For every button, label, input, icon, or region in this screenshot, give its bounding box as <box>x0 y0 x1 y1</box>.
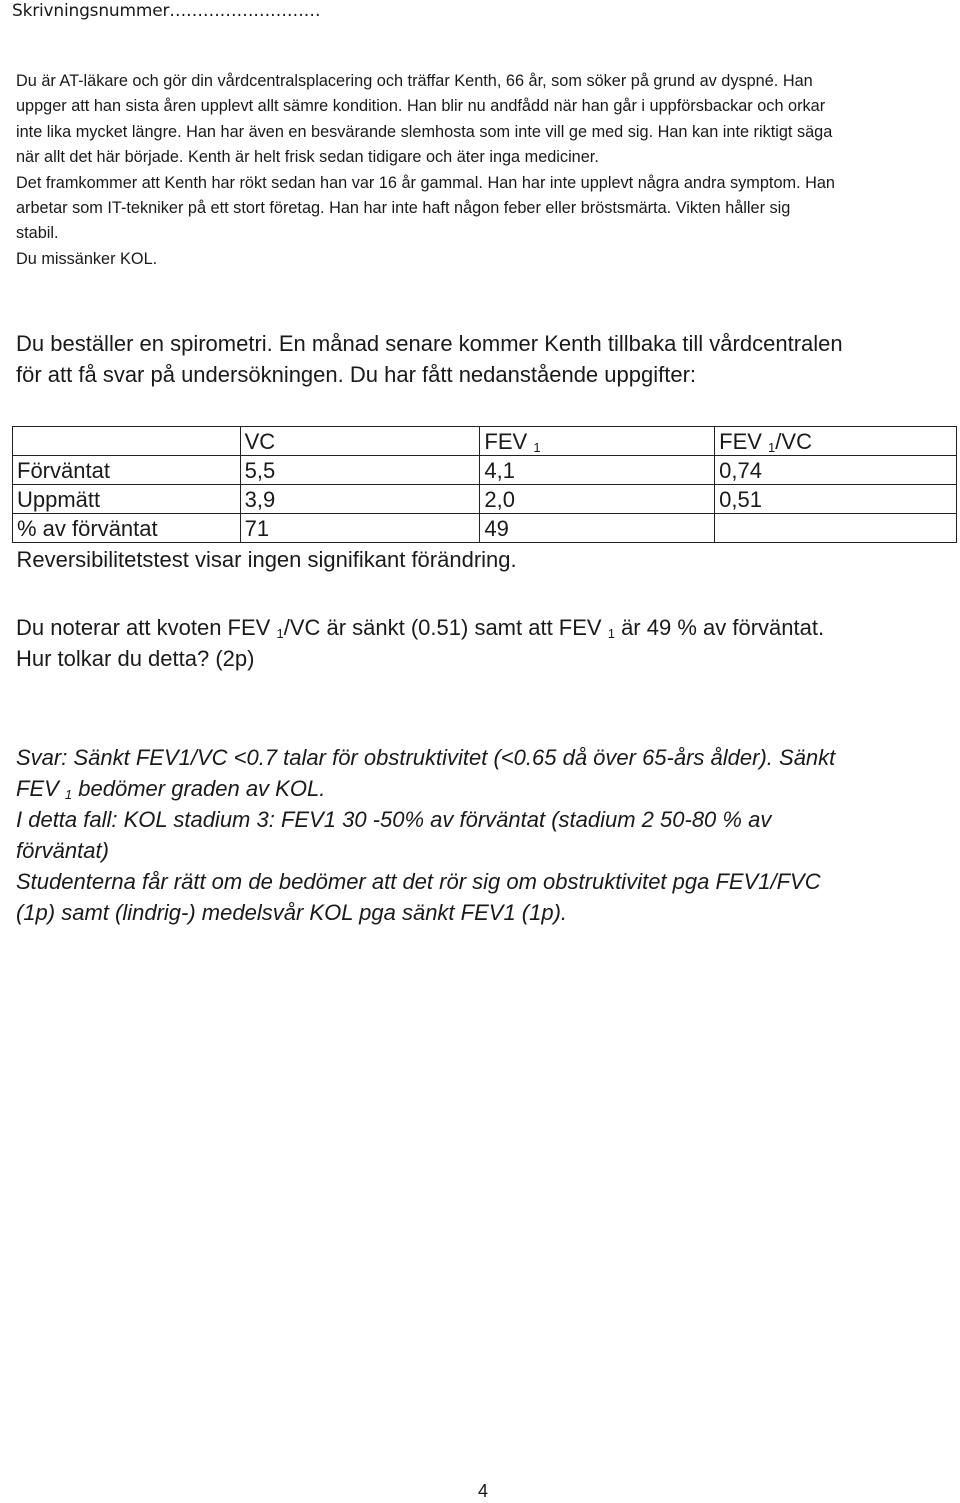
question <box>16 612 956 674</box>
question-text: Du noterar att kvoten FEV <box>16 615 271 640</box>
case-line: Du missänker KOL. <box>16 249 158 268</box>
intro-line: för att få svar på undersökningen. Du har fått nedanstående uppgifter: <box>16 362 697 387</box>
table-header-vc: VC <box>240 427 480 456</box>
answer-line: förväntat) <box>16 838 109 863</box>
table-row <box>13 456 957 485</box>
cell-vc: 71 <box>240 514 480 543</box>
answer-line: (1p) samt (lindrig-) medelsvår KOL pga sänkt FEV1 (1p). <box>16 900 568 925</box>
row-label: Uppmätt <box>13 485 241 514</box>
answer-line: I detta fall: KOL stadium 3: FEV1 30 -50% av förväntat (stadium 2 50-80 % av <box>16 807 772 832</box>
case-line: uppger att han sista åren upplevt allt sämre kondition. Han blir nu andfådd när han går i uppförsbackar och orkar <box>16 97 826 116</box>
header-ratio-subscript: 1 <box>768 440 776 455</box>
case-line: stabil. <box>16 224 59 243</box>
question-line: Hur tolkar du detta? (2p) <box>16 646 255 671</box>
cell-fev1: 49 <box>480 514 715 543</box>
case-description <box>16 69 952 272</box>
page-number: 4 <box>478 1481 489 1501</box>
reversibility-note: Reversibilitetstest visar ingen signifikant förändring. <box>16 547 517 572</box>
table-header-cell-empty <box>13 427 241 456</box>
answer-line <box>16 773 952 804</box>
header-ratio-text: FEV <box>719 429 762 454</box>
case-line: inte lika mycket längre. Han har även en besvärande slemhosta som inte vill ge med sig. Han kan inte riktigt säga <box>16 122 833 141</box>
exam-number-label: Skrivningsnummer……………………… <box>12 1 321 21</box>
answer-text: FEV <box>16 776 59 801</box>
table-header-ratio <box>715 427 957 456</box>
row-label: % av förväntat <box>13 514 241 543</box>
question-line <box>16 612 956 643</box>
cell-ratio <box>715 514 957 543</box>
header-ratio-suffix: /VC <box>775 429 812 454</box>
cell-fev1: 4,1 <box>480 456 715 485</box>
cell-ratio: 0,51 <box>715 485 957 514</box>
question-subscript: 1 <box>607 626 615 641</box>
case-line: när allt det här började. Kenth är helt frisk sedan tidigare och äter inga mediciner. <box>16 148 599 167</box>
header-fev-text: FEV <box>484 429 528 454</box>
answer-text: bedömer graden av KOL. <box>72 776 326 801</box>
answer-line: Svar: Sänkt FEV1/VC <0.7 talar för obstruktivitet (<0.65 då över 65-års ålder). Sänkt <box>16 745 836 770</box>
answer <box>16 742 952 928</box>
header-fev-subscript: 1 <box>533 440 541 455</box>
table-header-row <box>13 427 957 456</box>
question-subscript: 1 <box>276 626 284 641</box>
cell-vc: 5,5 <box>240 456 480 485</box>
intro-line: Du beställer en spirometri. En månad senare kommer Kenth tillbaka till vårdcentralen <box>16 331 843 356</box>
case-line: arbetar som IT-tekniker på ett stort företag. Han har inte haft någon feber eller bröstsmärta. Vikten håller sig <box>16 199 791 218</box>
cell-vc: 3,9 <box>240 485 480 514</box>
row-label: Förväntat <box>13 456 241 485</box>
cell-fev1: 2,0 <box>480 485 715 514</box>
case-line: Det framkommer att Kenth har rökt sedan han var 16 år gammal. Han har inte upplevt några andra symptom. Han <box>16 173 835 192</box>
answer-subscript: 1 <box>64 787 73 802</box>
table-row <box>13 514 957 543</box>
question-text: /VC är sänkt (0.51) samt att FEV <box>283 615 602 640</box>
table-header-fev1 <box>480 427 715 456</box>
spirometry-table <box>12 426 957 573</box>
table-row <box>13 485 957 514</box>
case-line: Du är AT-läkare och gör din vårdcentralsplacering och träffar Kenth, 66 år, som söker på grund av dyspné. Han <box>16 72 813 90</box>
answer-line: Studenterna får rätt om de bedömer att det rör sig om obstruktivitet pga FEV1/FVC <box>16 869 821 894</box>
question-text: är 49 % av förväntat. <box>614 615 825 640</box>
table-note-row <box>13 543 957 574</box>
cell-ratio: 0,74 <box>715 456 957 485</box>
spirometry-intro <box>16 328 956 390</box>
